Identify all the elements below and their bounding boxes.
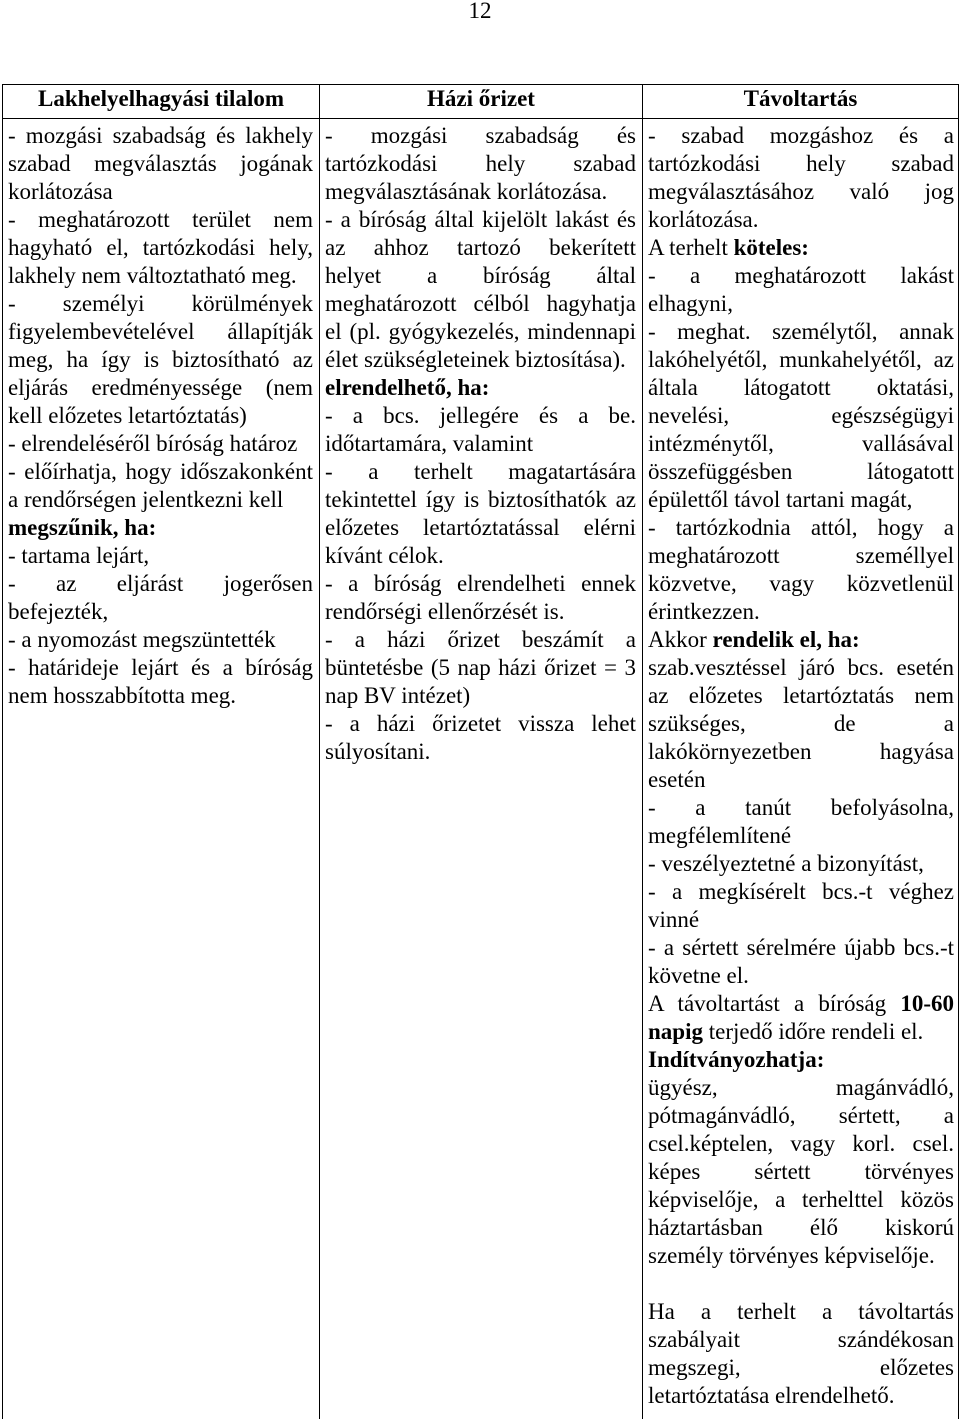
text-line — [325, 458, 636, 486]
text-run: - a tanút befolyásolna, — [648, 795, 954, 820]
text-run: érintkezzen. — [648, 599, 760, 624]
bold-text: köteles: — [733, 235, 809, 260]
column-header-lakhelyelhagyasi-tilalom: Lakhelyelhagyási tilalom — [2, 84, 319, 118]
paragraph — [648, 318, 954, 514]
text-line — [648, 654, 954, 682]
text-run: A távoltartást a bíróság — [648, 991, 901, 1016]
bold-text: Indítványozhatja: — [648, 1047, 825, 1072]
paragraph — [8, 626, 313, 654]
bold-text: rendelik el, ha: — [712, 627, 860, 652]
paragraph — [648, 1046, 954, 1074]
text-run: terjedő időre rendeli el. — [702, 1019, 924, 1044]
text-run: szab.vesztéssel járó bcs. esetén — [648, 655, 954, 680]
text-line — [648, 1158, 954, 1186]
text-line — [648, 570, 954, 598]
text-run: el (pl. gyógykezelés, mindennapi — [325, 319, 636, 344]
text-line — [648, 878, 954, 906]
text-line — [8, 122, 313, 150]
text-run: - veszélyeztetné a bizonyítást, — [648, 851, 924, 876]
column-text — [325, 122, 636, 766]
text-run: lakókörnyezetben hagyása — [648, 739, 954, 764]
text-line — [325, 178, 636, 206]
text-line — [648, 1214, 954, 1242]
text-run: - tartama lejárt, — [8, 543, 150, 568]
column-text — [648, 122, 954, 1410]
text-line — [648, 1186, 954, 1214]
text-line — [8, 178, 313, 206]
text-run: elhagyni, — [648, 291, 733, 316]
text-line — [648, 1046, 954, 1074]
column-header-hazi-orizet: Házi őrizet — [319, 84, 642, 118]
text-run: időtartamára, valamint — [325, 431, 534, 456]
text-line — [648, 206, 954, 234]
paragraph — [8, 654, 313, 710]
paragraph — [8, 458, 313, 514]
text-run: tartózkodási hely szabad — [648, 151, 954, 176]
paragraph — [648, 234, 954, 262]
text-line — [325, 654, 636, 682]
text-line — [8, 682, 313, 710]
text-line — [648, 794, 954, 822]
paragraph — [325, 122, 636, 206]
text-run: csel.képtelen, vagy korl. csel. — [648, 1131, 954, 1156]
text-run: háztartásban élő kiskorú — [648, 1215, 954, 1240]
text-line — [8, 290, 313, 318]
text-line — [648, 1018, 954, 1046]
text-run: szabályait szándékosan — [648, 1327, 954, 1352]
text-line — [648, 374, 954, 402]
text-line — [8, 346, 313, 374]
text-run: Ha a terhelt a távoltartás — [648, 1299, 954, 1324]
text-line — [8, 626, 313, 654]
text-line — [8, 206, 313, 234]
text-run: kívánt célok. — [325, 543, 444, 568]
text-run: esetén — [648, 767, 706, 792]
text-run: az ahhoz tartozó bekerített — [325, 235, 636, 260]
text-line — [648, 738, 954, 766]
text-line — [8, 570, 313, 598]
text-run: - mozgási szabadság és — [325, 123, 636, 148]
paragraph — [8, 570, 313, 626]
paragraph — [8, 542, 313, 570]
text-line — [325, 626, 636, 654]
text-line — [325, 570, 636, 598]
text-run: nevelési, egészségügyi — [648, 403, 954, 428]
text-line — [325, 262, 636, 290]
text-run: hagyható el, tartózkodási hely, — [8, 235, 313, 260]
text-line — [648, 682, 954, 710]
text-run: pótmagánvádló, sértett, a — [648, 1103, 954, 1128]
text-line — [648, 514, 954, 542]
text-line — [325, 346, 636, 374]
text-run: - meghatározott terület nem — [8, 207, 313, 232]
text-run: nem hosszabbította meg. — [8, 683, 237, 708]
text-line — [325, 290, 636, 318]
text-run: befejezték, — [8, 599, 109, 624]
text-run: eljárás eredményessége (nem — [8, 375, 313, 400]
text-run: előzetes letartóztatással elérni — [325, 515, 636, 540]
text-run: intézménytől, vallásával — [648, 431, 955, 456]
paragraph — [325, 206, 636, 374]
text-run: - a házi őrizetet vissza lehet — [325, 711, 636, 736]
text-line — [8, 598, 313, 626]
text-run: - elrendeléséről bíróság határoz — [8, 431, 298, 456]
paragraph — [648, 1074, 954, 1270]
text-run: - a sértett sérelmére újabb bcs.-t — [648, 935, 954, 960]
text-line — [648, 486, 954, 514]
text-line — [648, 150, 954, 178]
text-line — [648, 1382, 954, 1410]
paragraph — [325, 402, 636, 458]
text-run: Akkor — [648, 627, 713, 652]
text-run: rendőrségi ellenőrzését is. — [325, 599, 565, 624]
text-line — [648, 122, 954, 150]
text-line — [648, 1102, 954, 1130]
paragraph — [325, 626, 636, 710]
bold-text: elrendelhető, ha: — [325, 375, 490, 400]
column-tavoltartas — [642, 118, 959, 1419]
text-run: megszegi, előzetes — [648, 1355, 954, 1380]
text-run: lakóhelyétől, munkahelyétől, az — [648, 347, 954, 372]
text-run: nap BV intézet) — [325, 683, 471, 708]
paragraph — [648, 626, 954, 654]
text-run: - meghat. személytől, annak — [648, 319, 954, 344]
text-run: vinné — [648, 907, 700, 932]
text-run: - határideje lejárt és a bíróság — [8, 655, 313, 680]
text-run: meg, ha így is biztosítható az — [8, 347, 313, 372]
text-line — [8, 514, 313, 542]
text-line — [8, 458, 313, 486]
text-run: - a terhelt magatartására — [325, 459, 636, 484]
paragraph — [648, 850, 954, 878]
text-run: - a házi őrizet beszámít a — [325, 627, 636, 652]
text-run: - a bíróság elrendelheti ennek — [325, 571, 636, 596]
text-line — [325, 710, 636, 738]
column-lakhelyelhagyasi-tilalom — [2, 118, 319, 1419]
text-run: figyelembevételével állapítják — [8, 319, 313, 344]
text-run: kell előzetes letartóztatás) — [8, 403, 247, 428]
text-run: szükséges, de a — [648, 711, 954, 736]
page-number: 12 — [468, 0, 492, 23]
text-line — [325, 430, 636, 458]
text-run: letartóztatása elrendelhető. — [648, 1383, 895, 1408]
text-run: - a megkísérelt bcs.-t véghez — [648, 879, 954, 904]
text-line — [648, 178, 954, 206]
text-line — [648, 906, 954, 934]
paragraph — [648, 654, 954, 794]
paragraph — [648, 990, 954, 1046]
text-line — [648, 458, 954, 486]
text-run: képviselője, a terhelttel közös — [648, 1187, 954, 1212]
text-line — [648, 430, 954, 458]
text-line — [325, 234, 636, 262]
paragraph — [648, 514, 954, 626]
paragraph — [648, 122, 954, 234]
text-line — [8, 486, 313, 514]
column-hazi-orizet — [319, 118, 642, 1419]
text-run: - tartózkodnia attól, hogy a — [648, 515, 954, 540]
text-line — [325, 150, 636, 178]
text-line — [648, 822, 954, 850]
text-line — [648, 1074, 954, 1102]
text-line — [648, 1326, 954, 1354]
paragraph — [648, 878, 954, 934]
text-line — [8, 318, 313, 346]
text-line — [648, 626, 954, 654]
text-line — [648, 1242, 954, 1270]
paragraph — [325, 710, 636, 766]
text-line — [648, 346, 954, 374]
text-run: összefüggésben látogatott — [648, 459, 954, 484]
paragraph — [325, 374, 636, 402]
text-line — [325, 402, 636, 430]
text-line — [8, 654, 313, 682]
text-run: - szabad mozgáshoz és a — [648, 123, 954, 148]
text-line — [648, 598, 954, 626]
text-line — [648, 1354, 954, 1382]
text-line — [8, 402, 313, 430]
text-run: általa látogatott oktatási, — [648, 375, 954, 400]
text-run: meghatározott személlyel — [648, 543, 954, 568]
text-line — [325, 486, 636, 514]
text-run: tekintettel így is biztosíthatók az — [325, 487, 636, 512]
text-run: a rendőrségen jelentkezni kell — [8, 487, 284, 512]
text-line — [325, 738, 636, 766]
paragraph — [8, 206, 313, 290]
text-line — [648, 318, 954, 346]
text-line — [648, 1130, 954, 1158]
text-run: - a bíróság által kijelölt lakást és — [325, 207, 636, 232]
text-line — [648, 542, 954, 570]
text-line — [8, 430, 313, 458]
paragraph — [325, 570, 636, 626]
text-run: szabad megválasztás jogának — [8, 151, 313, 176]
text-run: élet szükségleteinek biztosítása). — [325, 347, 626, 372]
text-run: követne el. — [648, 963, 749, 988]
text-line — [325, 542, 636, 570]
paragraph — [648, 934, 954, 990]
text-line — [648, 962, 954, 990]
text-run: megválasztásának korlátozása. — [325, 179, 608, 204]
text-line — [8, 150, 313, 178]
text-run: tartózkodási hely szabad — [325, 151, 636, 176]
text-line — [648, 766, 954, 794]
column-header-tavoltartas: Távoltartás — [642, 84, 959, 118]
text-line — [325, 598, 636, 626]
bold-text: megszűnik, ha: — [8, 515, 157, 540]
text-run: lakhely nem változtatható meg. — [8, 263, 297, 288]
column-text — [8, 122, 313, 710]
text-line — [648, 234, 954, 262]
text-line — [648, 402, 954, 430]
text-run: helyet a bíróság által — [325, 263, 636, 288]
paragraph — [8, 290, 313, 430]
text-run: - az eljárást jogerősen — [8, 571, 313, 596]
text-run: megválasztásához való jog — [648, 179, 954, 204]
text-line — [648, 934, 954, 962]
text-run: - a bcs. jellegére és a be. — [325, 403, 636, 428]
text-run: - a meghatározott lakást — [648, 263, 954, 288]
text-run: büntetésbe (5 nap házi őrizet = 3 — [325, 655, 636, 680]
text-run: személy törvényes képviselője. — [648, 1243, 935, 1268]
paragraph — [8, 122, 313, 206]
text-line — [648, 710, 954, 738]
text-run: képes sértett törvényes — [648, 1159, 954, 1184]
text-run: - a nyomozást megszüntették — [8, 627, 276, 652]
text-run: súlyosítani. — [325, 739, 431, 764]
text-run: meghatározott célból hagyhatja — [325, 291, 636, 316]
text-line — [325, 374, 636, 402]
text-line — [325, 318, 636, 346]
text-run: megfélemlítené — [648, 823, 792, 848]
text-line — [325, 682, 636, 710]
text-line — [648, 1298, 954, 1326]
text-line — [8, 542, 313, 570]
text-line — [325, 122, 636, 150]
paragraph — [648, 794, 954, 850]
text-run: A terhelt — [648, 235, 734, 260]
bold-text: napig — [648, 1019, 703, 1044]
text-run: épülettől távol tartani magát, — [648, 487, 913, 512]
text-line — [325, 514, 636, 542]
text-line — [325, 206, 636, 234]
text-line — [8, 234, 313, 262]
paragraph — [648, 262, 954, 318]
paragraph — [648, 1298, 954, 1410]
paragraph — [8, 430, 313, 458]
blank-line — [648, 1270, 954, 1298]
text-line — [8, 262, 313, 290]
text-run: - személyi körülmények — [8, 291, 313, 316]
text-run: - mozgási szabadság és lakhely — [8, 123, 313, 148]
text-line — [648, 850, 954, 878]
text-line — [648, 290, 954, 318]
text-line — [648, 990, 954, 1018]
text-run: korlátozása — [8, 179, 113, 204]
text-run: ügyész, magánvádló, — [648, 1075, 954, 1100]
text-run: - előírhatja, hogy időszakonként — [8, 459, 313, 484]
bold-text: 10-60 — [900, 991, 954, 1016]
text-run: az előzetes letartóztatás nem — [648, 683, 954, 708]
text-line — [648, 262, 954, 290]
paragraph — [325, 458, 636, 570]
paragraph — [8, 514, 313, 542]
text-run: közvetve, vagy közvetlenül — [648, 571, 954, 596]
text-line — [8, 374, 313, 402]
text-run: korlátozása. — [648, 207, 759, 232]
